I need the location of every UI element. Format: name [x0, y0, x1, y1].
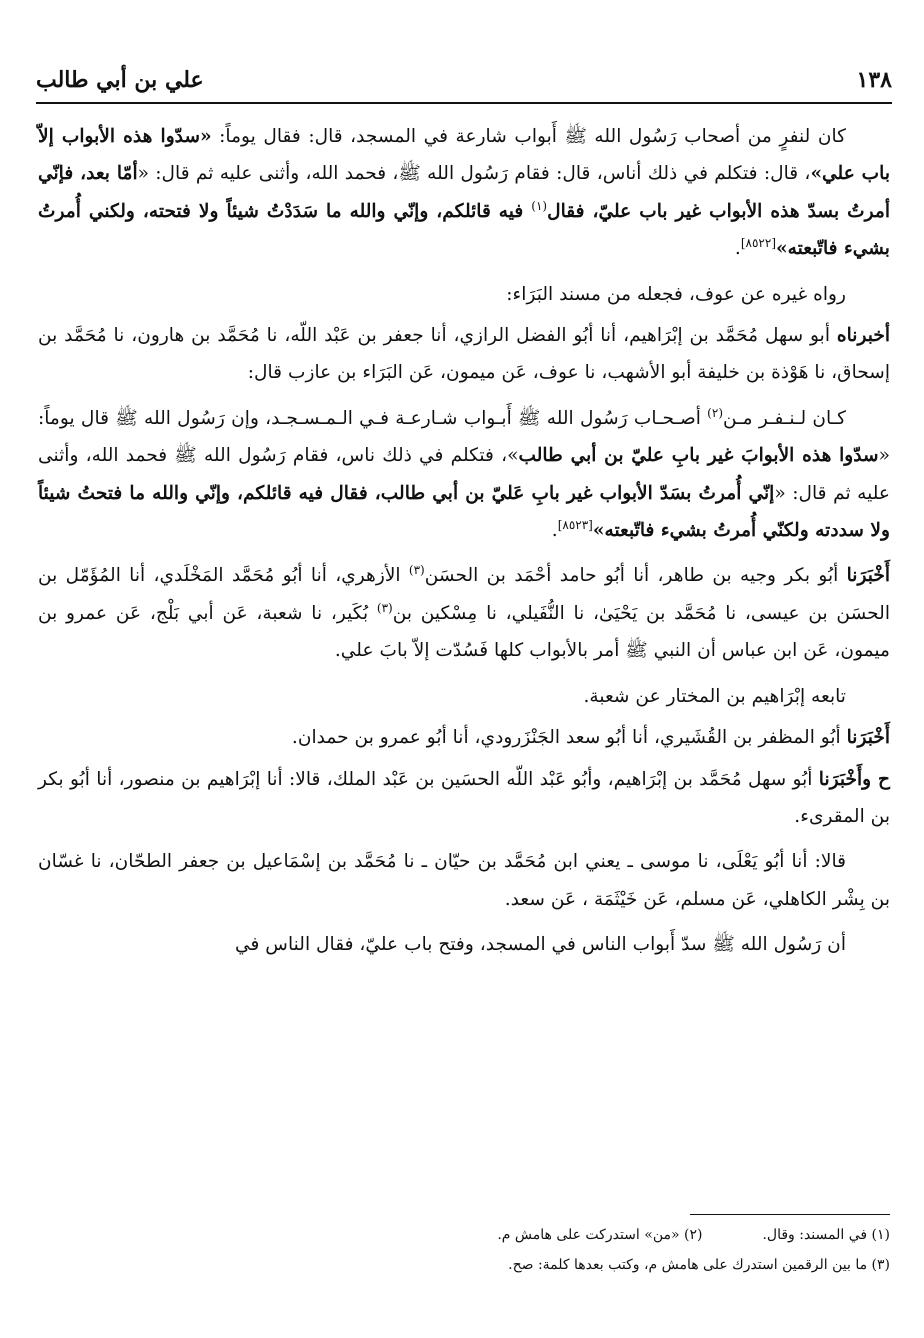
text-run: »، فتكلم في ذلك ناس، فقام رَسُول الله ﷺ فحمد الله، وأثنى عليه ثم قال: « [38, 445, 890, 504]
footnote-marker: (١) [531, 198, 548, 213]
page-header [36, 60, 892, 100]
bold-quote: سدّوا هذه الأبوابَ غير بابِ عليّ بن أبي طالب [518, 445, 879, 467]
header-rule [36, 102, 892, 104]
isnad-keyword: أَخْبَرَنا [846, 727, 890, 749]
footnote-line-2 [38, 1250, 890, 1280]
bold-quote: فيه قائلكم، وإنّي والله ما سَدَدْتُ شيئاً ولا فتحته، ولكني أُمرتُ بشيء فاتّبعته» [38, 200, 890, 260]
text-run: كان لنفرٍ من أصحاب رَسُول الله ﷺ أَبواب شارعة في المسجد، قال: فقال يوماً: [211, 126, 846, 147]
paragraph-4 [38, 400, 890, 550]
bold-quote: أمّا بعد، فإنّي أمرتُ بسدّ هذه الأبواب غير باب عليّ، فقال [38, 163, 890, 222]
page-number: ١٣٨ [856, 67, 892, 93]
isnad-keyword: ح وأَخْبَرَنا [818, 768, 891, 790]
footnote-line-1 [38, 1220, 890, 1250]
paragraph-1 [38, 118, 890, 268]
footnote-marker: (٣) [376, 600, 393, 615]
footnote-marker: (٢) [707, 405, 723, 420]
isnad-keyword: أخبرناه [836, 325, 890, 347]
text-run: الأزهري، أنا أبُو مُحَمَّد المَخْلَدي، أنا المُؤَمّل بن الحسَن بن عيسى، نا مُحَمَّد بن يَحْيَىٰ، نا النُّفَيلي، نا مِسْكين بن [38, 565, 891, 624]
paragraph-8 [38, 761, 890, 836]
footnote-rule [690, 1214, 890, 1215]
bold-quote: إنّي أُمرتُ بسَدّ الأبواب غير بابِ عَليّ بن أبي طالب، فقال فيه قائلكم، وإنّي والله ما فتحتُ شيئاً ولا سددته ولكنّي أُمرتُ بشيء فاتّبعته» [38, 482, 890, 542]
footnote-3: (٣) ما بين الرقمين استدرك على هامش م، وكتب بعدها كلمة: صح. [508, 1257, 890, 1273]
main-text [38, 118, 890, 972]
footnote-2: (٢) «من» استدركت على هامش م. [497, 1227, 703, 1243]
text-run: بُكَير، نا شعبة، عَن أبي بَلْج، عَن عمرو بن ميمون، عَن ابن عباس أن النبي ﷺ أمر بالأبواب كلها فَسُدّت إلاّ بابَ علي. [38, 602, 890, 662]
text-run: كـان لـنـفـر مـن [723, 407, 846, 429]
hadith-number: [٨٥٢٢] [740, 236, 776, 251]
text-run: أبُو بكر وجيه بن طاهر، أنا أبُو حامد أحْمَد بن الحسَن [424, 565, 847, 587]
text-run: ، قال: فتكلم في ذلك أناس، قال: فقام رَسُول الله ﷺ، فحمد الله، وأثنى عليه ثم قال: « [137, 163, 811, 185]
paragraph-6: تابعه إبْرَاهيم بن المختار عن شعبة. [583, 685, 846, 707]
text-run: . [734, 238, 741, 260]
paragraph-5 [38, 557, 890, 669]
running-title: علي بن أبي طالب [36, 67, 204, 93]
paragraph-2: رواه غيره عن عوف، فجعله من مسند البَرَاء: [506, 283, 846, 305]
footnote-1: (١) في المسند: وقال. [762, 1227, 890, 1243]
text-run: أصـحـاب رَسُول الله ﷺ أَبـواب شـارعـة فـي الـمـسـجـد، وإن رَسُول الله ﷺ قال يوماً: « [38, 407, 890, 467]
bold-quote: «سدّوا هذه الأبواب إلاّ باب علي» [38, 126, 890, 185]
hadith-number: [٨٥٢٣] [557, 517, 593, 532]
footnotes [38, 1220, 890, 1280]
paragraph-9: قالا: أنا أبُو يَعْلَى، نا موسى ـ يعني ابن مُحَمَّد بن حيّان ـ نا مُحَمَّد بن إسْمَاعيل بن جعفر الطحّان، نا غسّان بن بِشْر الكاهلي، عَن مسلم، عَن خَيْثَمَة ، عَن سعد. [38, 851, 890, 910]
text-run: أبُو سهل مُحَمَّد بن إبْرَاهيم، وأبُو عَبْد اللّه الحسَين بن عَبْد الملك، قالا: أنا إبْرَاهيم بن منصور، أنا أبُو بكر بن المقرىء. [38, 768, 890, 827]
paragraph-10: أن رَسُول الله ﷺ سدّ أَبواب الناس في المسجد، وفتح باب عليّ، فقال الناس في [235, 934, 846, 956]
paragraph-7 [38, 719, 890, 756]
isnad-keyword: أَخْبَرَنا [846, 565, 890, 587]
text-run: أبو سهل مُحَمَّد بن إبْرَاهيم، أنا أبُو الفضل الرازي، أنا جعفر بن عَبْد اللّه، نا مُحَمَّد بن هارون، نا مُحَمَّد بن إسحاق، نا هَوْذة بن خليفة أبو الأشهب، نا عوف، عَن ميمون، عَن البَرَاء بن عازب قال: [38, 325, 890, 384]
footnote-marker: (٣) [408, 563, 425, 578]
text-run: أبُو المظفر بن القُشَيري، أنا أبُو سعد الجَنْزَرودي، أنا أبُو عمرو بن حمدان. [291, 727, 847, 749]
paragraph-3 [38, 317, 890, 392]
text-run: . [551, 520, 558, 542]
